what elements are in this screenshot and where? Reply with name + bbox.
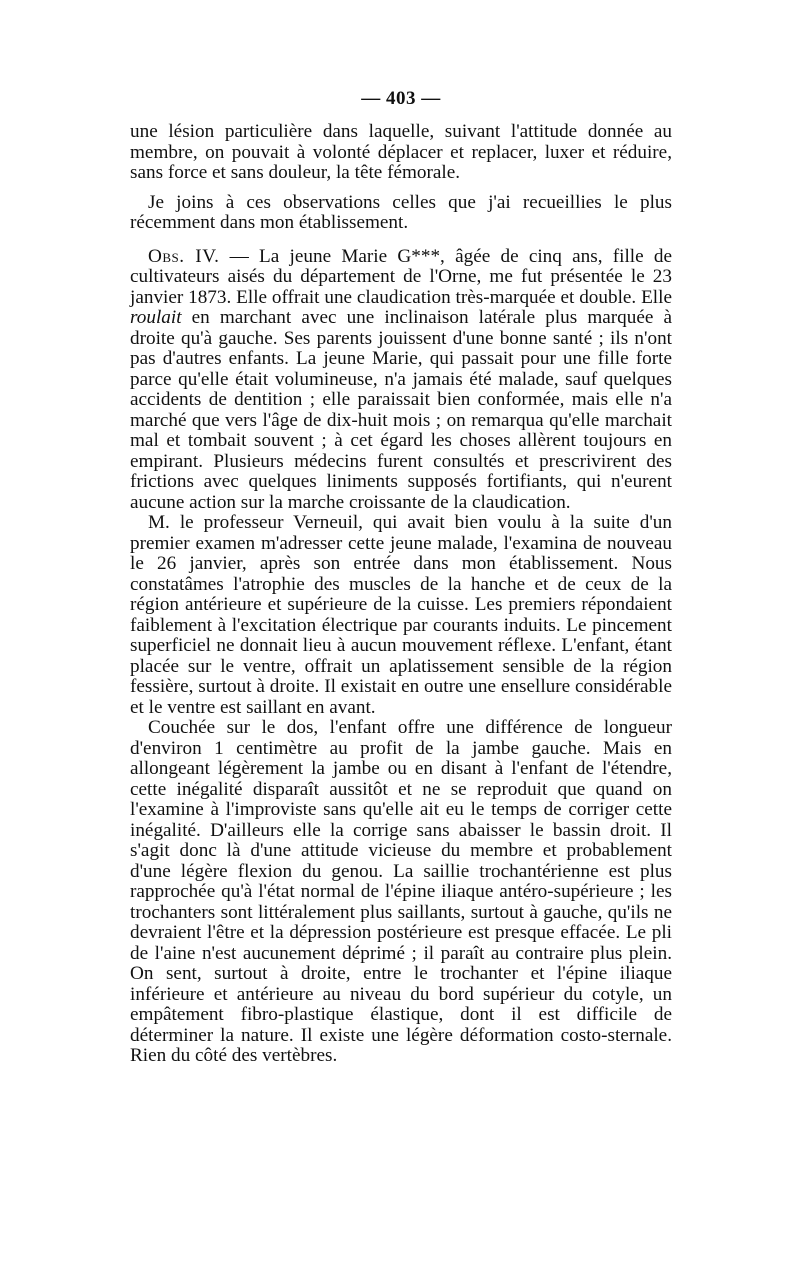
book-page	[130, 88, 672, 1067]
emphasized-word: roulait	[130, 307, 182, 328]
paragraph-observation-iv	[130, 247, 672, 514]
paragraph-text: en marchant avec une inclinaison latérale plus marquée à droite qu'à gauche. Ses parents jouissent d'une bonne santé ; ils n'ont pas d'autres enfants. La jeune Marie, qui passait pour une fille forte parce qu'elle était volumineuse, n'a jamais été malade, sauf quelques accidents de dentition ; elle paraissait bien conformée, mais elle n'a marché que vers l'âge de dix-huit mois ; on remarqua qu'elle marchait mal et tombait souvent ; à cet égard les choses allèrent toujours en empirant. Plusieurs médecins furent consultés et prescrivirent des frictions avec quelques liniments supposés fortifiants, qui n'eurent aucune action sur la marche croissante de la claudication.	[130, 307, 672, 513]
observation-label: Obs. IV.	[148, 245, 220, 267]
paragraph-examination	[130, 513, 672, 718]
page-number: — 403 —	[361, 88, 441, 109]
paragraph-text: M. le professeur Verneuil, qui avait bien voulu à la suite d'un premier examen m'adresser cette jeune malade, l'examina de nouveau le 26 janvier, après son entrée dans mon établissement. Nous constatâmes l'atrophie des muscles de la hanche et de ceux de la région antérieure et supérieure de la cuisse. Les premiers répondaient faiblement à l'excitation électrique par courants induits. Le pincement superficiel ne donnait lieu à aucun mouvement réflexe. L'enfant, étant placée sur le ventre, offrait un aplatissement sensible de la région fessière, surtout à droite. Il existait en outre une ensellure considérable et le ventre est saillant en avant.	[130, 512, 672, 718]
paragraph-findings	[130, 718, 672, 1067]
paragraph-intro	[130, 193, 672, 234]
paragraph-continuation	[130, 122, 672, 184]
paragraph-text: une lésion particulière dans laquelle, suivant l'attitude donnée au membre, on pouvait à volonté déplacer et replacer, luxer et réduire, sans force et sans douleur, la tête fémorale.	[130, 121, 672, 183]
paragraph-text: Couchée sur le dos, l'enfant offre une différence de longueur d'environ 1 centimètre au profit de la jambe gauche. Mais en allongeant légèrement la jambe ou en disant à l'enfant de l'étendre, cette inégalité disparaît aussitôt et ne se reproduit que quand on l'examine à l'improviste sans qu'elle ait eu le temps de corriger cette inégalité. D'ailleurs elle la corrige sans abaisser le bassin droit. Il s'agit donc là d'une attitude vicieuse du membre et probablement d'une légère flexion du genou. La saillie trochantérienne est plus rapprochée qu'à l'état normal de l'épine iliaque antéro-supérieure ; les trochanters sont littéralement plus saillants, surtout à gauche, qu'ils ne devraient l'être et la dépression postérieure est presque effacée. Le pli de l'aine n'est aucunement déprimé ; il paraît au contraire plus plein. On sent, surtout à droite, entre le trochanter et l'épine iliaque inférieure et antérieure au niveau du bord supérieur du cotyle, un empâtement fibro-plastique élastique, dont il est difficile de déterminer la nature. Il existe une légère déformation costo-sternale. Rien du côté des vertèbres.	[130, 717, 672, 1066]
paragraph-text: Je joins à ces observations celles que j'ai recueillies le plus récemment dans mon établissement.	[130, 191, 672, 233]
paragraph-text: — La jeune Marie G***, âgée de cinq ans, fille de cultivateurs aisés du département de l'Orne, me fut présentée le 23 janvier 1873. Elle offrait une claudication très-marquée et double. Elle	[130, 245, 672, 308]
